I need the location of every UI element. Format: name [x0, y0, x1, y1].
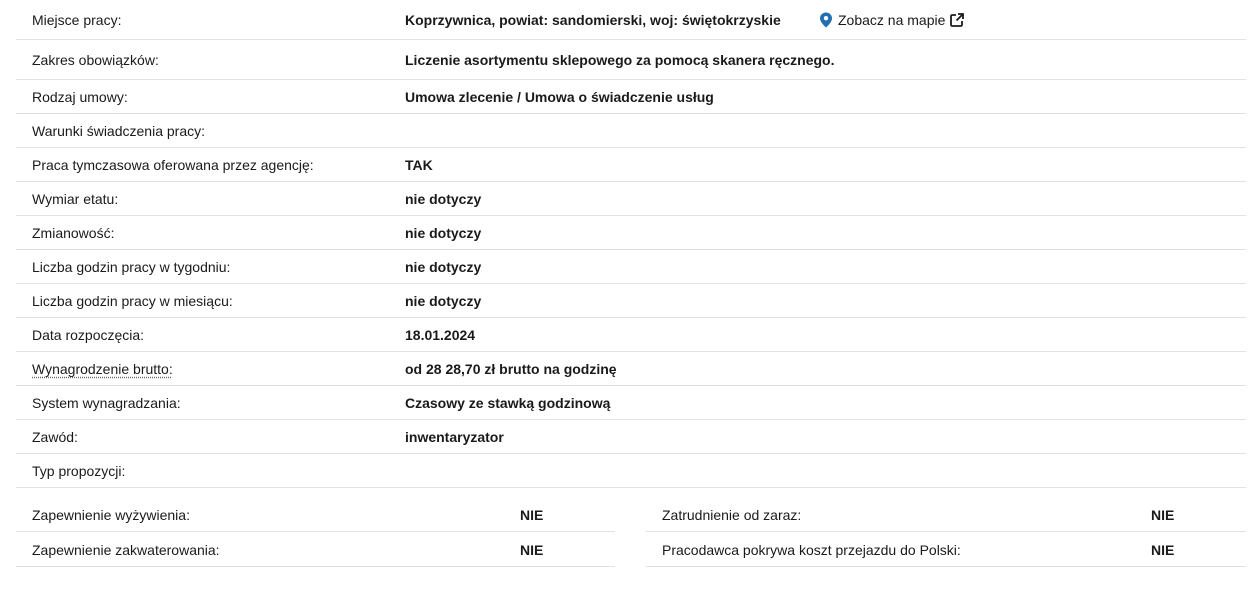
row-value: inwentaryzator	[405, 428, 504, 445]
row-label: Rodzaj umowy:	[32, 88, 128, 105]
row-hours-per-month	[16, 284, 1246, 318]
row-label: Zmianowość:	[32, 224, 115, 241]
meals-provided-cell	[16, 498, 615, 532]
row-contract-type	[16, 80, 1246, 114]
row-label: System wynagradzania:	[32, 394, 181, 411]
row-label: Liczba godzin pracy w miesiącu:	[32, 292, 233, 309]
row-value: NIE	[1151, 541, 1175, 558]
see-on-map-link[interactable]	[819, 12, 964, 28]
row-value: nie dotyczy	[405, 258, 482, 275]
row-value: NIE	[520, 506, 544, 523]
row-work-conditions	[16, 114, 1246, 148]
row-value: NIE	[1151, 506, 1175, 523]
row-label: Zapewnienie wyżywienia:	[32, 506, 190, 523]
accommodation-provided-cell	[16, 533, 615, 567]
row-shifts	[16, 216, 1246, 250]
row-value: Liczenie asortymentu sklepowego za pomocą skanera ręcznego.	[405, 51, 835, 68]
row-value: Umowa zlecenie / Umowa o świadczenie usług	[405, 88, 714, 105]
row-workplace	[16, 0, 1246, 40]
row-label: Zatrudnienie od zaraz:	[662, 506, 802, 523]
row-label: Typ propozycji:	[32, 462, 126, 479]
gross-salary-tooltip-label[interactable]: Wynagrodzenie brutto:	[32, 360, 173, 377]
row-value: NIE	[520, 541, 544, 558]
row-gross-salary	[16, 352, 1246, 386]
row-temporary-work	[16, 148, 1246, 182]
external-link-icon	[950, 13, 964, 27]
immediate-employment-cell	[646, 498, 1246, 532]
row-start-date	[16, 318, 1246, 352]
row-label: Zakres obowiązków:	[32, 51, 159, 68]
row-value: nie dotyczy	[405, 224, 482, 241]
row-hours-per-week	[16, 250, 1246, 284]
row-occupation	[16, 420, 1246, 454]
row-label: Miejsce pracy:	[32, 12, 122, 28]
row-label: Wymiar etatu:	[32, 190, 119, 207]
row-value: nie dotyczy	[405, 292, 482, 309]
travel-cost-covered-cell	[646, 533, 1246, 567]
row-value: Czasowy ze stawką godzinową	[405, 394, 611, 411]
row-value: nie dotyczy	[405, 190, 482, 207]
row-label: Warunki świadczenia pracy:	[32, 122, 205, 139]
row-label: Praca tymczasowa oferowana przez agencję:	[32, 156, 314, 173]
job-details-table	[16, 0, 1246, 488]
row-value: Koprzywnica, powiat: sandomierski, woj: świętokrzyskie	[405, 12, 781, 28]
row-value: TAK	[405, 156, 433, 173]
row-label: Pracodawca pokrywa koszt przejazdu do Polski:	[662, 541, 961, 558]
row-value: od 28 28,70 zł brutto na godzinę	[405, 360, 617, 377]
see-on-map-label: Zobacz na mapie	[838, 12, 946, 28]
row-pay-system	[16, 386, 1246, 420]
row-working-time	[16, 182, 1246, 216]
row-label: Liczba godzin pracy w tygodniu:	[32, 258, 231, 275]
row-value: 18.01.2024	[405, 326, 476, 343]
row-duties	[16, 40, 1246, 80]
row-label: Zapewnienie zakwaterowania:	[32, 541, 220, 558]
row-label: Data rozpoczęcia:	[32, 326, 145, 343]
map-pin-icon	[819, 12, 833, 28]
row-offer-type	[16, 454, 1246, 488]
row-label: Zawód:	[32, 428, 78, 445]
